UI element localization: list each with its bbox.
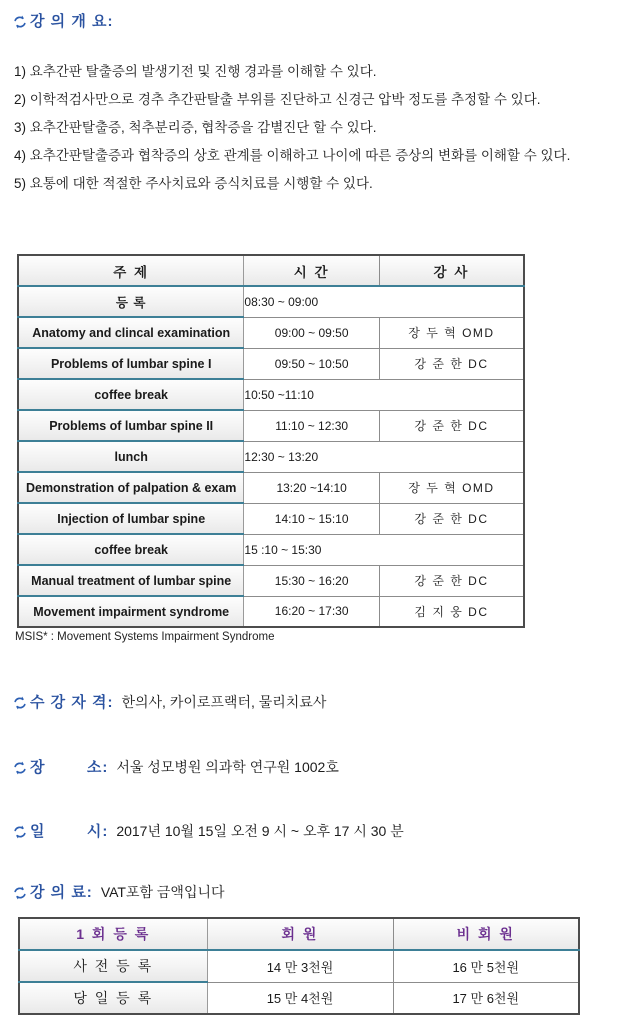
fee-table-row bbox=[19, 950, 579, 982]
row-time: 09:50 ~ 10:50 bbox=[244, 348, 380, 379]
cycle-refresh-icon bbox=[12, 695, 28, 711]
fee-row-member: 14 만 3천원 bbox=[207, 950, 393, 982]
table-row bbox=[18, 472, 524, 503]
row-topic: coffee break bbox=[18, 379, 244, 410]
table-header-row bbox=[18, 255, 524, 286]
footnote-msis: MSIS* : Movement Systems Impairment Syndrome bbox=[15, 631, 275, 643]
column-header-time: 시 간 bbox=[244, 255, 380, 286]
fee-row-nonmember: 16 만 5천원 bbox=[393, 950, 579, 982]
table-row bbox=[18, 441, 524, 472]
row-topic: Demonstration of palpation & exam bbox=[18, 472, 244, 503]
info-row-datetime bbox=[12, 820, 404, 841]
table-row bbox=[18, 534, 524, 565]
section-heading-overview bbox=[12, 10, 113, 31]
info-row-eligibility bbox=[12, 691, 326, 712]
table-row bbox=[18, 503, 524, 534]
venue-label: 장 소: bbox=[30, 759, 109, 776]
fee-label: 강 의 료: bbox=[30, 884, 93, 901]
fee-column-header-nonmember: 비 회 원 bbox=[393, 918, 579, 950]
cycle-refresh-icon bbox=[12, 885, 28, 901]
table-row bbox=[18, 286, 524, 317]
row-topic: 등 록 bbox=[18, 286, 244, 317]
table-row bbox=[18, 565, 524, 596]
fee-row-category: 당 일 등 록 bbox=[19, 982, 207, 1014]
row-time: 15:30 ~ 16:20 bbox=[244, 565, 380, 596]
row-topic: Anatomy and clincal examination bbox=[18, 317, 244, 348]
row-lecturer: 김 지 웅 DC bbox=[379, 596, 524, 627]
row-lecturer: 장 두 혁 OMD bbox=[379, 317, 524, 348]
eligibility-value: 한의사, 카이로프랙터, 물리치료사 bbox=[121, 694, 327, 710]
info-row-venue bbox=[12, 756, 339, 777]
table-row bbox=[18, 379, 524, 410]
row-topic: Injection of lumbar spine bbox=[18, 503, 244, 534]
fee-row-nonmember: 17 만 6천원 bbox=[393, 982, 579, 1014]
row-lecturer: 강 준 한 DC bbox=[379, 348, 524, 379]
fee-row-category: 사 전 등 록 bbox=[19, 950, 207, 982]
row-topic: Problems of lumbar spine II bbox=[18, 410, 244, 441]
row-lecturer: 강 준 한 DC bbox=[379, 565, 524, 596]
row-time: 16:20 ~ 17:30 bbox=[244, 596, 380, 627]
row-topic: coffee break bbox=[18, 534, 244, 565]
fee-table-row bbox=[19, 982, 579, 1014]
row-lecturer: 강 준 한 DC bbox=[379, 503, 524, 534]
eligibility-label: 수 강 자 격: bbox=[30, 694, 114, 711]
objective-item: 4) 요추간판탈출증과 협착증의 상호 관계를 이해하고 나이에 따른 증상의 변화를 이해할 수 있다. bbox=[14, 148, 571, 163]
row-time: 08:30 ~ 09:00 bbox=[244, 286, 524, 317]
cycle-refresh-icon bbox=[12, 14, 28, 30]
row-topic: Movement impairment syndrome bbox=[18, 596, 244, 627]
row-topic: Problems of lumbar spine I bbox=[18, 348, 244, 379]
cycle-refresh-icon bbox=[12, 824, 28, 840]
table-row bbox=[18, 596, 524, 627]
row-time: 13:20 ~14:10 bbox=[244, 472, 380, 503]
column-header-lecturer: 강 사 bbox=[379, 255, 524, 286]
venue-value: 서울 성모병원 의과학 연구원 1002호 bbox=[116, 759, 339, 775]
fee-value: VAT포함 금액입니다 bbox=[100, 884, 225, 900]
table-row bbox=[18, 317, 524, 348]
cycle-refresh-icon bbox=[12, 760, 28, 776]
row-topic: lunch bbox=[18, 441, 244, 472]
row-time: 14:10 ~ 15:10 bbox=[244, 503, 380, 534]
row-time: 09:00 ~ 09:50 bbox=[244, 317, 380, 348]
row-lecturer: 장 두 혁 OMD bbox=[379, 472, 524, 503]
datetime-label: 일 시: bbox=[30, 823, 109, 840]
objective-item: 3) 요추간판탈출증, 척추분리증, 협착증을 감별진단 할 수 있다. bbox=[14, 120, 377, 135]
fee-table bbox=[18, 917, 580, 1015]
fee-row-member: 15 만 4천원 bbox=[207, 982, 393, 1014]
datetime-value: 2017년 10월 15일 오전 9 시 ~ 오후 17 시 30 분 bbox=[116, 823, 404, 839]
row-time: 15 :10 ~ 15:30 bbox=[244, 534, 524, 565]
objectives-list bbox=[14, 64, 614, 204]
row-topic: Manual treatment of lumbar spine bbox=[18, 565, 244, 596]
row-lecturer: 강 준 한 DC bbox=[379, 410, 524, 441]
row-time: 10:50 ~11:10 bbox=[244, 379, 524, 410]
table-row bbox=[18, 348, 524, 379]
row-time: 11:10 ~ 12:30 bbox=[244, 410, 380, 441]
objective-item: 5) 요통에 대한 적절한 주사치료와 증식치료를 시행할 수 있다. bbox=[14, 176, 373, 191]
objective-item: 1) 요추간판 탈출증의 발생기전 및 진행 경과를 이해할 수 있다. bbox=[14, 64, 377, 79]
fee-column-header-member: 회 원 bbox=[207, 918, 393, 950]
row-time: 12:30 ~ 13:20 bbox=[244, 441, 524, 472]
info-row-fee bbox=[12, 881, 225, 902]
overview-label: 강 의 개 요: bbox=[30, 13, 114, 30]
fee-header-row bbox=[19, 918, 579, 950]
table-row bbox=[18, 410, 524, 441]
column-header-topic: 주 제 bbox=[18, 255, 244, 286]
schedule-table bbox=[17, 254, 525, 628]
objective-item: 2) 이학적검사만으로 경추 추간판탈출 부위를 진단하고 신경근 압박 정도를 추정할 수 있다. bbox=[14, 92, 541, 107]
fee-column-header-category: 1 회 등 록 bbox=[19, 918, 207, 950]
